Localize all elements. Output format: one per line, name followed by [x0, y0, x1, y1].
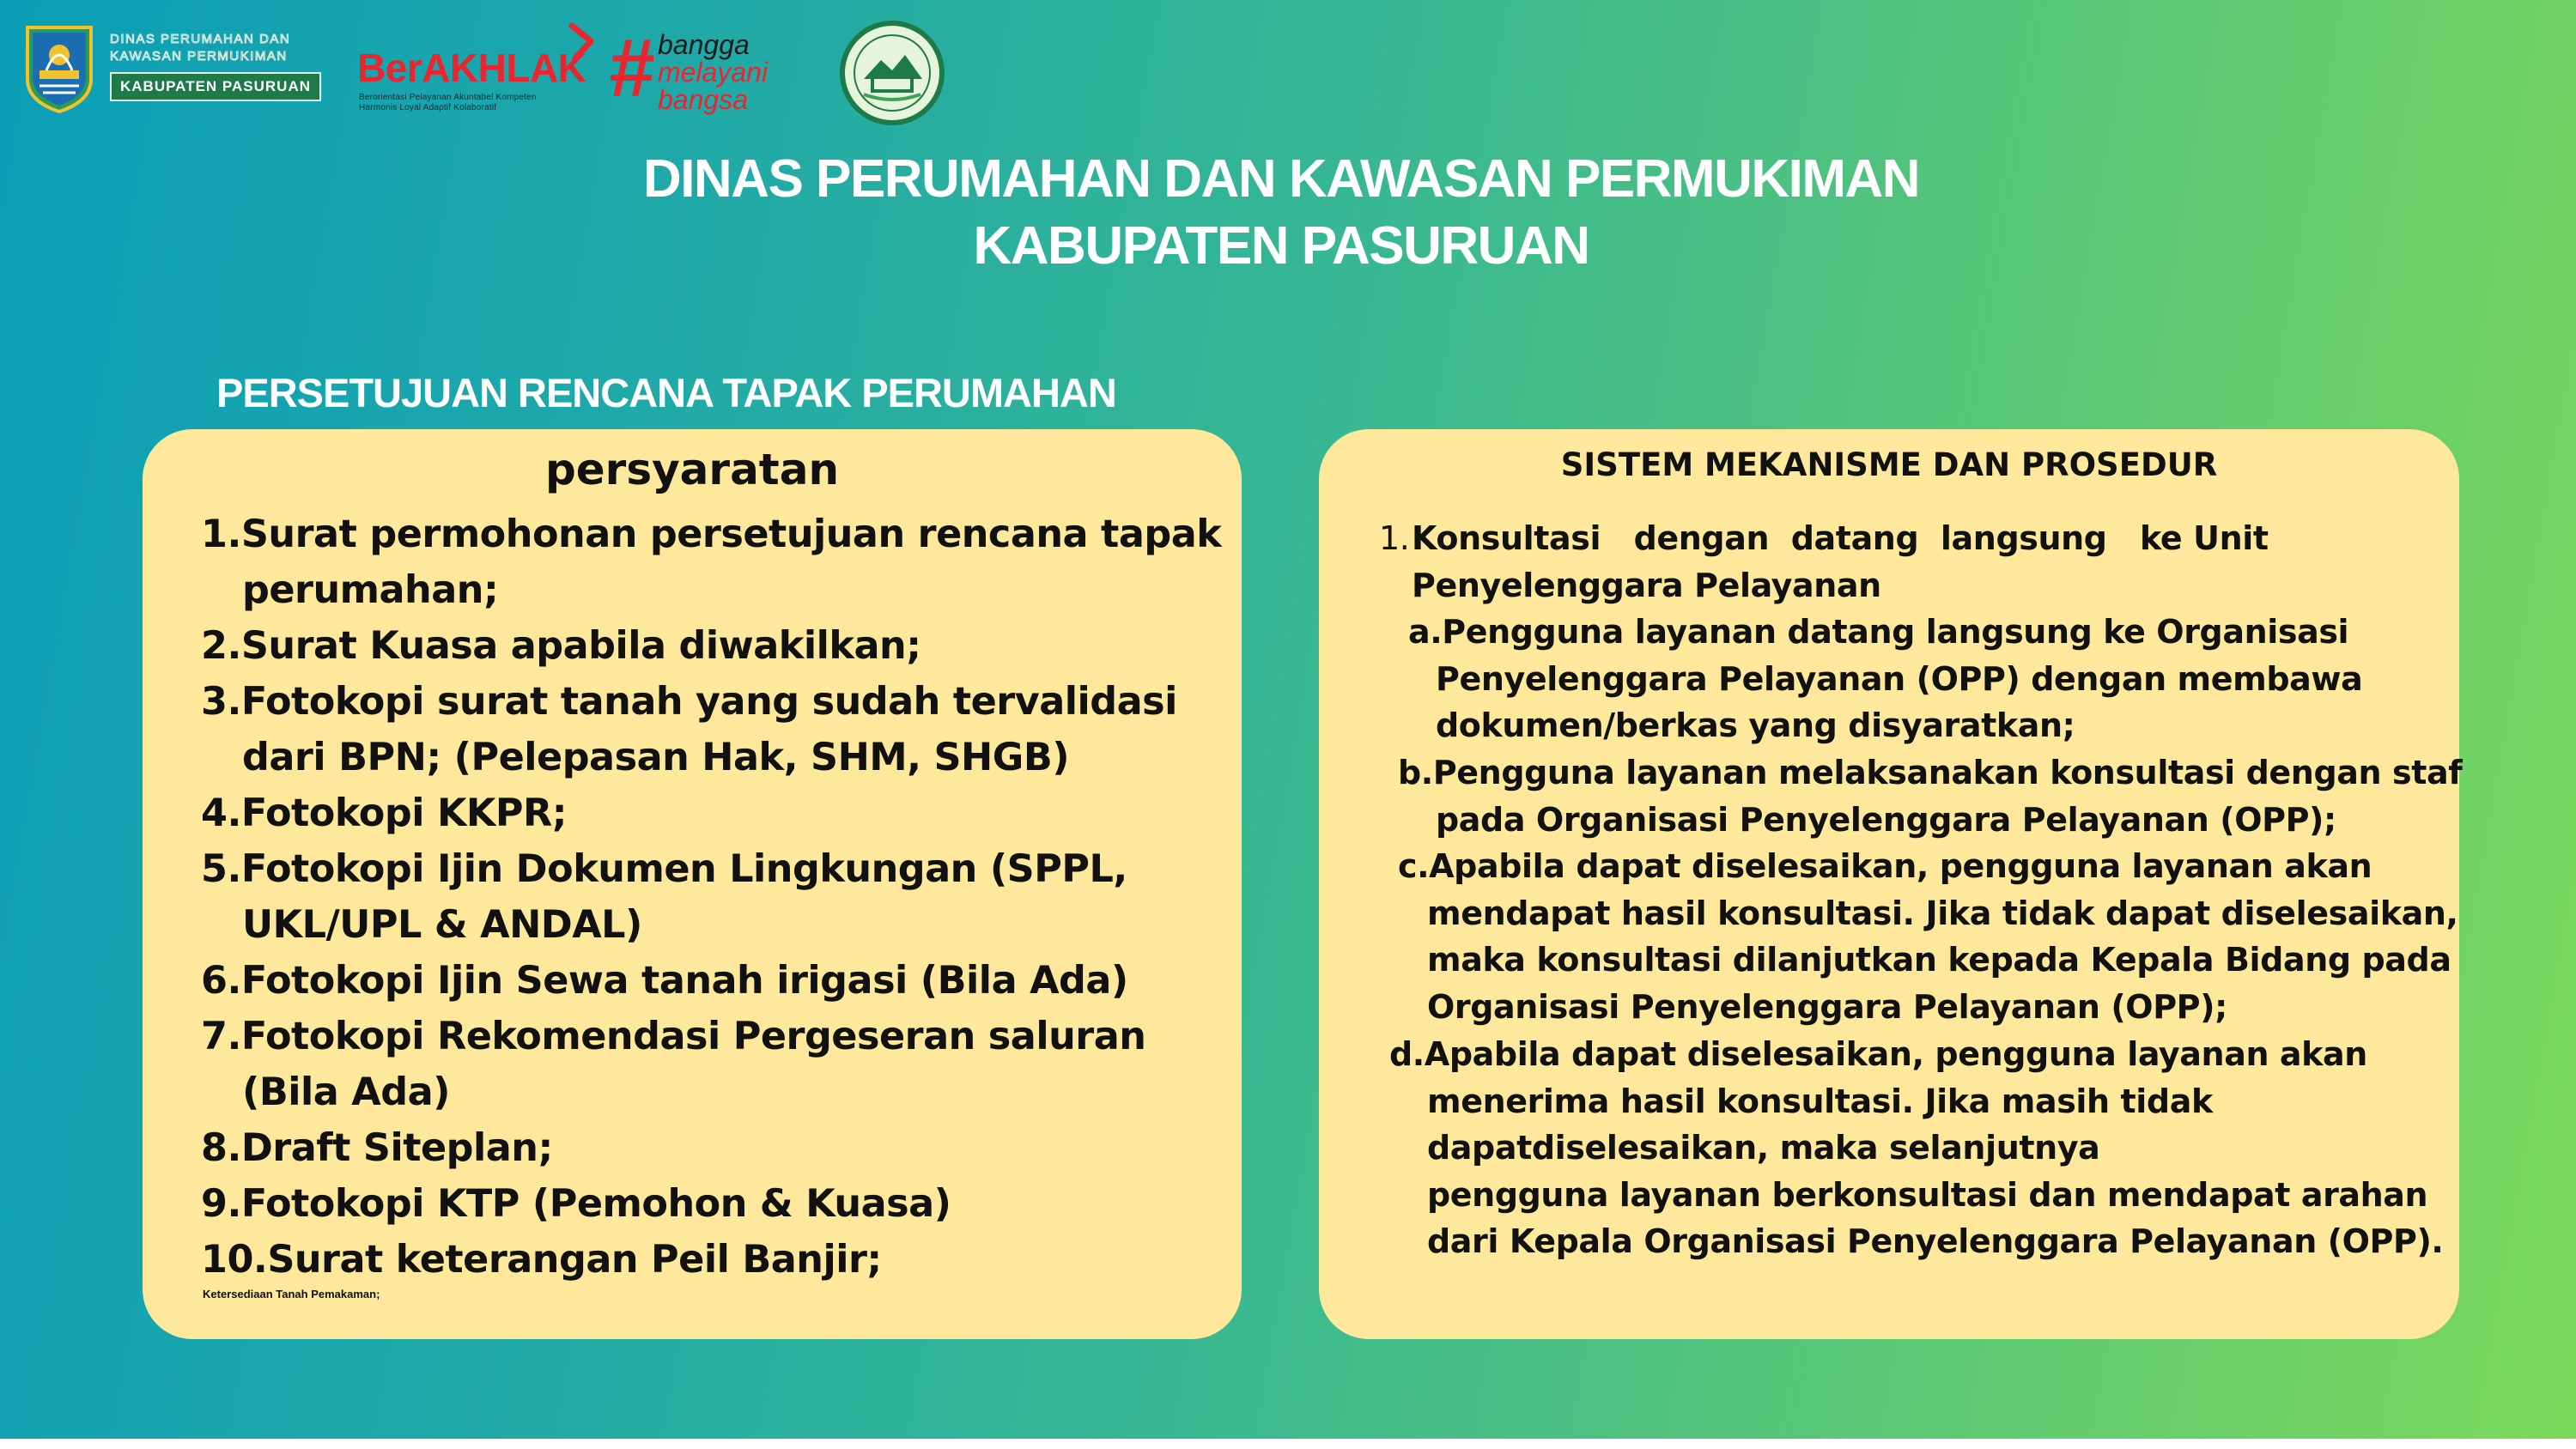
requirement-item: 8.Draft Siteplan; — [201, 1126, 553, 1170]
substep-c-line3: maka konsultasi dilanjutkan kepada Kepala Bidang pada — [1427, 941, 2451, 979]
substep-c-line4: Organisasi Penyelenggara Pelayanan (OPP); — [1427, 987, 2227, 1026]
procedure-substep-b — [1398, 749, 2463, 843]
requirements-list — [201, 506, 1231, 1288]
dinas-logo-line2: KAWASAN PERMUKIMAN — [110, 49, 288, 64]
substep-a-line1: a.Pengguna layanan datang langsung ke Organisasi — [1408, 613, 2349, 651]
substep-d-line4: pengguna layanan berkonsultasi dan mendapat arahan — [1427, 1175, 2428, 1214]
substep-a-line2: Penyelenggara Pelayanan (OPP) dengan membawa — [1436, 659, 2363, 698]
logo-bar — [15, 19, 960, 122]
bottom-strip — [0, 1439, 2576, 1449]
berakhlak-word: BerAKHLAK — [357, 45, 586, 90]
bangga-melayani-logo — [608, 22, 840, 117]
requirement-item: 1.Surat permohonan persetujuan rencana tapak perumahan; — [201, 512, 1222, 612]
substep-b-line1: b.Pengguna layanan melaksanakan konsultasi dengan staf — [1398, 754, 2463, 791]
substep-a-line3: dokumen/berkas yang disyaratkan; — [1436, 706, 2075, 745]
procedure-substep-a — [1408, 609, 2464, 749]
requirement-item: 5.Fotokopi Ijin Dokumen Lingkungan (SPPL, UKL/UPL & ANDAL) — [201, 847, 1127, 947]
substep-d-line1: d.Apabila dapat diselesaikan, pengguna layanan akan — [1389, 1035, 2367, 1073]
step-number: 1. — [1379, 519, 1410, 557]
procedure-substep-d — [1389, 1031, 2445, 1265]
requirement-item: 7.Fotokopi Rekomendasi Pergeseran saluran (Bila Ada) — [201, 1015, 1146, 1114]
requirements-heading: persyaratan — [544, 445, 840, 494]
footnote: Ketersediaan Tanah Pemakaman; — [203, 1288, 380, 1300]
dinas-logo-line1: DINAS PERUMAHAN DAN — [110, 32, 291, 46]
substep-d-line5: dari Kepala Organisasi Penyelenggara Pelayanan (OPP). — [1427, 1222, 2444, 1261]
berakhlak-logo — [357, 22, 606, 117]
page-title-line1: DINAS PERUMAHAN DAN KAWASAN PERMUKIMAN — [642, 149, 1920, 209]
bangga-line2: melayani — [658, 57, 769, 88]
requirement-item: 4.Fotokopi KKPR; — [201, 791, 568, 835]
requirement-item: 10.Surat keterangan Peil Banjir; — [201, 1238, 882, 1282]
berakhlak-tagline: Berorientasi Pelayanan Akuntabel Kompeten Harmonis Loyal Adaptif Kolaboratif — [359, 93, 537, 112]
perkim-circle-logo-icon — [838, 19, 946, 127]
requirement-item: 6.Fotokopi Ijin Sewa tanah irigasi (Bila Ada) — [201, 959, 1128, 1003]
bangga-line1: bangga — [658, 29, 750, 60]
hash-icon: # — [608, 22, 654, 114]
substep-b-line2: pada Organisasi Penyelenggara Pelayanan (OPP); — [1436, 800, 2336, 839]
procedure-step-1 — [1379, 515, 2409, 609]
requirement-item: 3.Fotokopi surat tanah yang sudah tervalidasi dari BPN; (Pelepasan Hak, SHM, SHGB) — [201, 680, 1177, 779]
page-title — [0, 146, 2562, 280]
dinas-logo-line3: KABUPATEN PASURUAN — [110, 72, 321, 101]
step-1-line1: Konsultasi dengan datang langsung ke Unit — [1412, 519, 2269, 557]
substep-c-line1: c.Apabila dapat diselesaikan, pengguna layanan akan — [1398, 847, 2372, 885]
procedure-substep-c — [1398, 843, 2458, 1030]
page-title-line2: KABUPATEN PASURUAN — [973, 216, 1589, 276]
requirements-card — [143, 429, 1242, 1339]
dinas-logo-text — [110, 31, 350, 101]
requirement-item: 2.Surat Kuasa apabila diwakilkan; — [201, 624, 921, 668]
substep-c-line2: mendapat hasil konsultasi. Jika tidak dapat diselesaikan, — [1427, 894, 2458, 932]
bangga-line3: bangsa — [658, 84, 748, 115]
pasuruan-emblem-icon — [21, 22, 98, 115]
section-title: PERSETUJUAN RENCANA TAPAK PERUMAHAN — [216, 370, 1116, 415]
step-1-line2: Penyelenggara Pelayanan — [1412, 566, 1881, 604]
requirement-item: 9.Fotokopi KTP (Pemohon & Kuasa) — [201, 1182, 951, 1226]
procedure-heading: SISTEM MEKANISME DAN PROSEDUR — [1560, 446, 2218, 483]
procedure-card — [1319, 429, 2463, 1339]
substep-d-line3: dapatdiselesaikan, maka selanjutnya — [1427, 1129, 2100, 1167]
substep-d-line2: menerima hasil konsultasi. Jika masih tidak — [1427, 1082, 2213, 1120]
